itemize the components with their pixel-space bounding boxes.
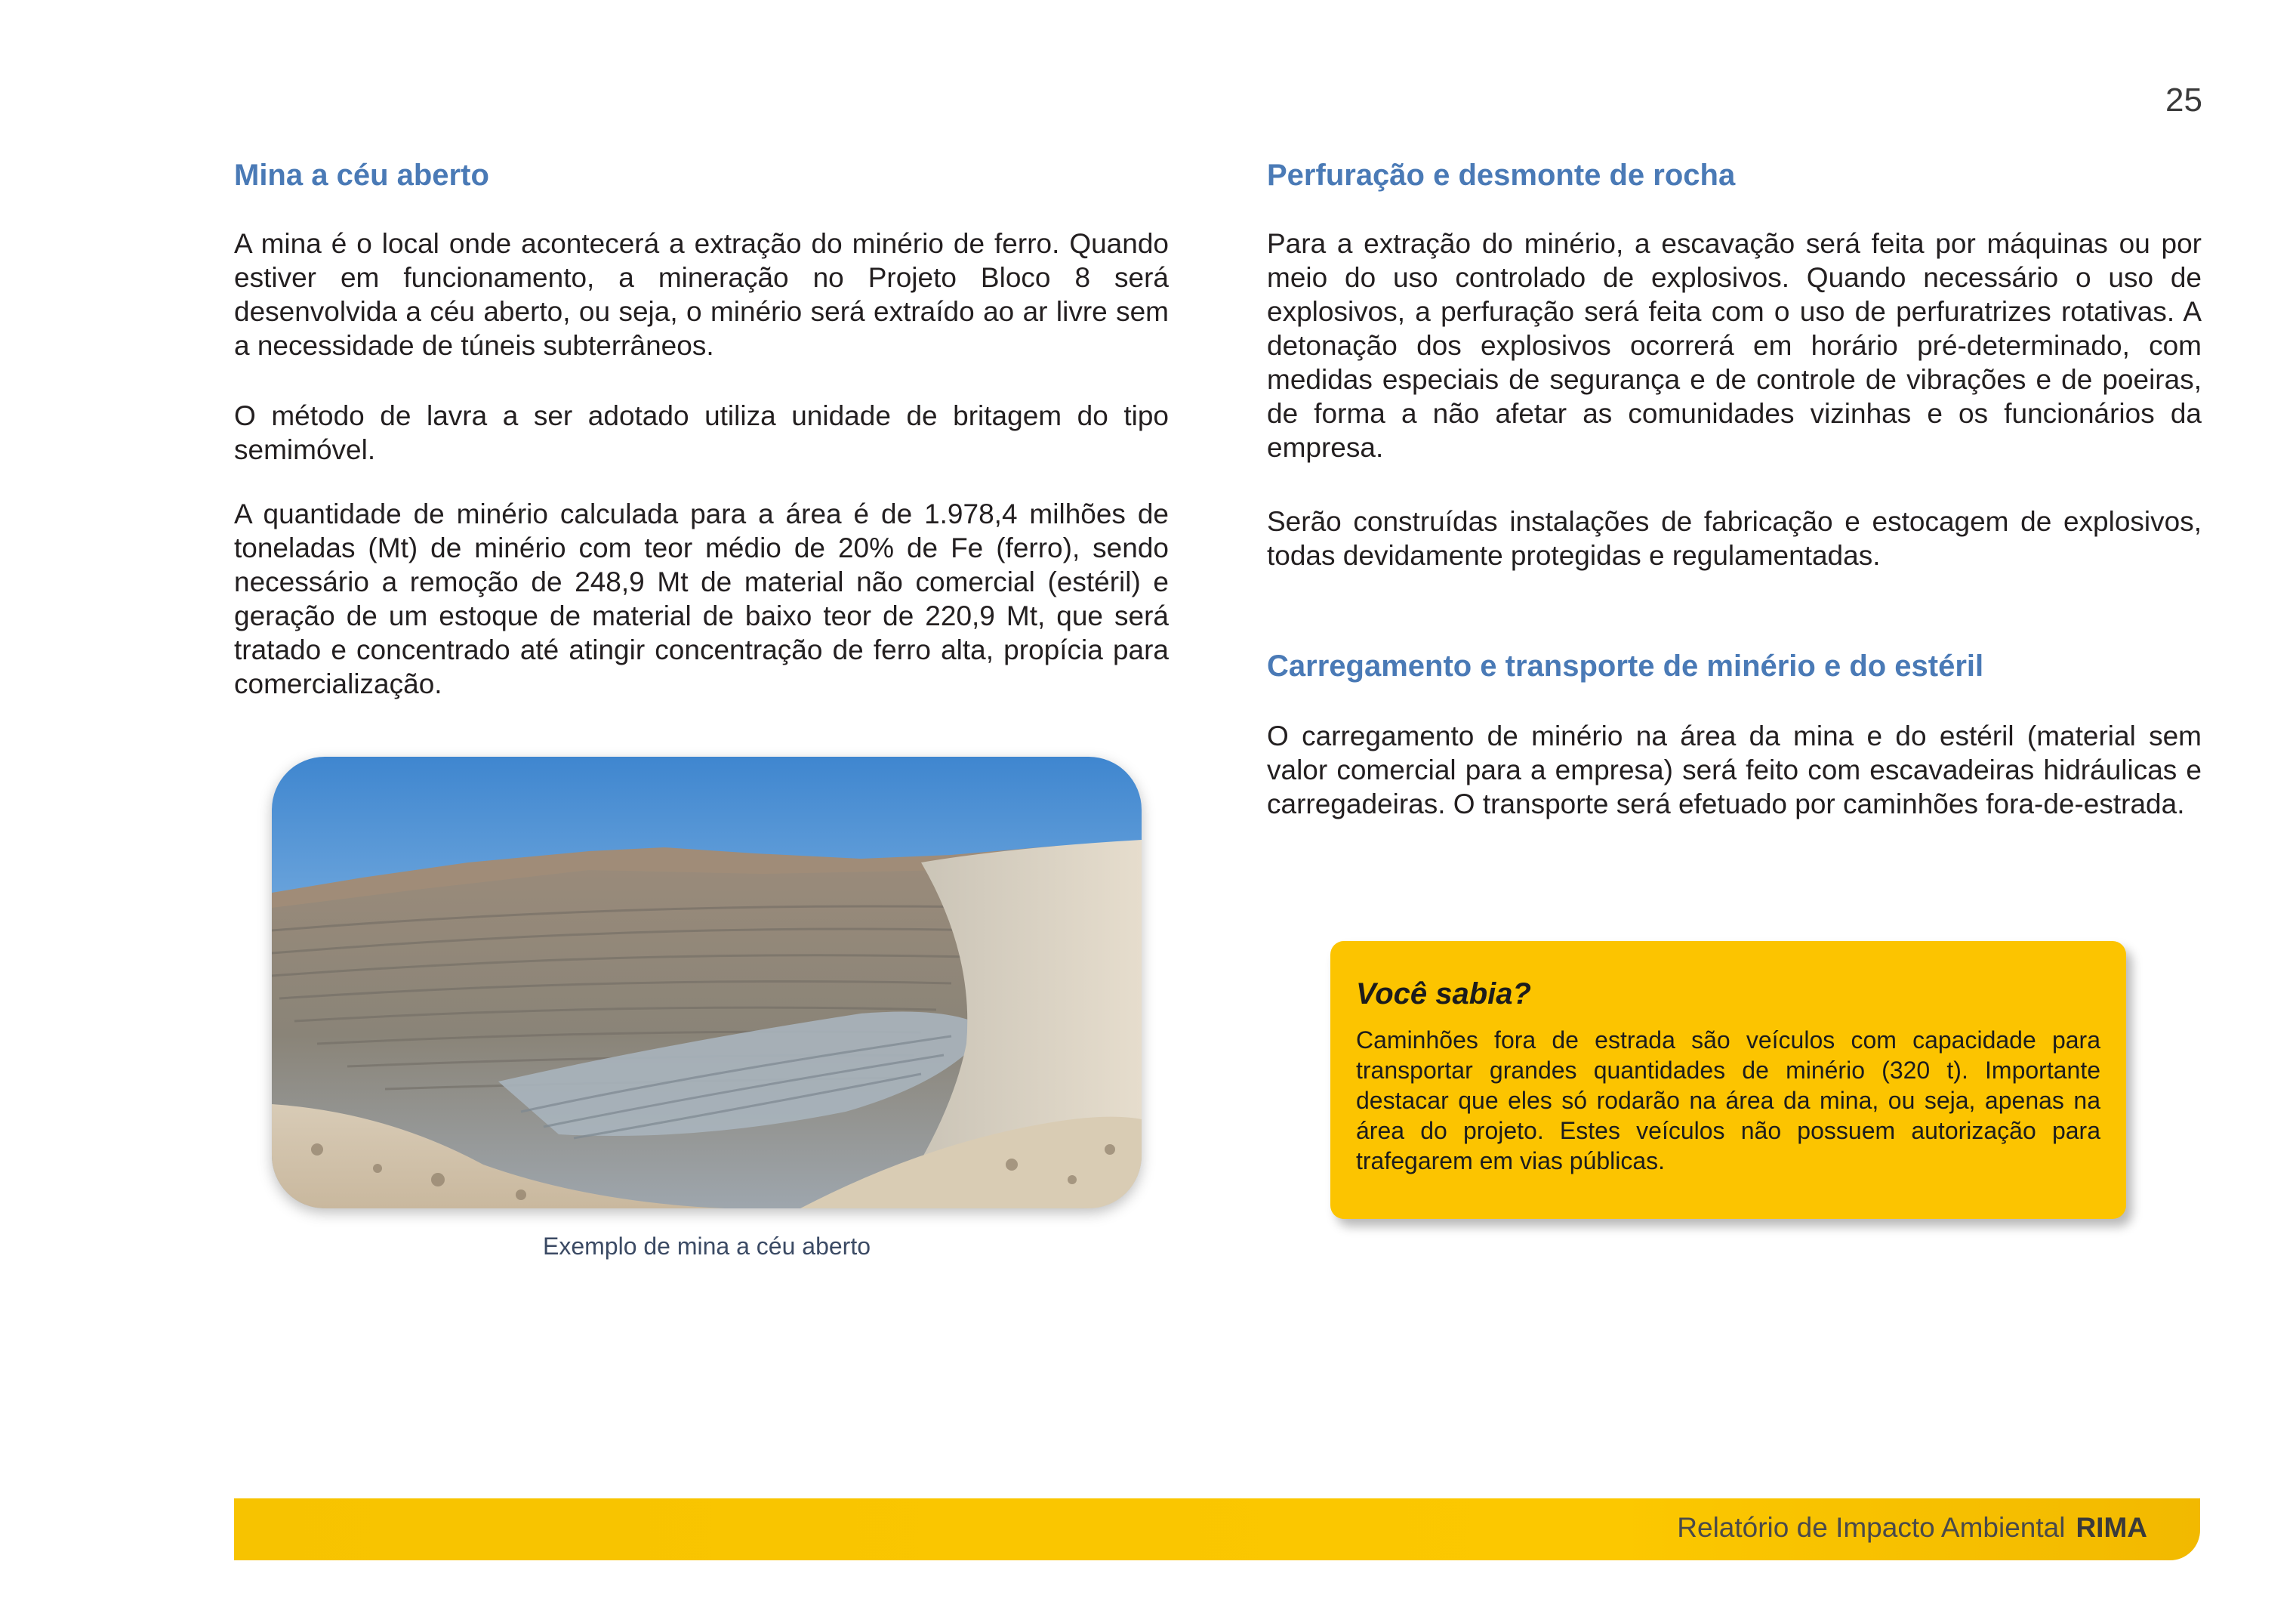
page-number: 25	[2165, 82, 2202, 119]
info-box-body: Caminhões fora de estrada são veículos com capacidade para transportar grandes quantidades de minério (320 t). Importante destacar que eles só rodarão na área da mina, ou seja, apenas na área do projeto. Estes veículos não possuem autorização para trafegarem em vias públicas.	[1356, 1026, 2100, 1174]
section-heading-loading-transport: Carregamento e transporte de minério e do estéril	[1267, 650, 1984, 683]
footer-bar	[234, 1498, 2200, 1560]
paragraph: Serão construídas instalações de fabricação e estocagem de explosivos, todas devidamente protegidas e regulamentadas.	[1267, 506, 2202, 571]
paragraph: O método de lavra a ser adotado utiliza unidade de britagem do tipo semimóvel.	[234, 400, 1169, 465]
footer-brand: RIMA	[2076, 1512, 2147, 1543]
paragraph: A quantidade de minério calculada para a área é de 1.978,4 milhões de toneladas (Mt) de minério com teor médio de 20% de Fe (ferro), sendo necessário a remoção de 248,9 Mt de material não comercial (estéril) e geração de um estoque de material de baixo teor de 220,9 Mt, que será tratado e concentrado até atingir concentração de ferro alta, propícia para comercialização.	[234, 498, 1169, 699]
paragraph: O carregamento de minério na área da mina e do estéril (material sem valor comercial para a empresa) será feito com escavadeiras hidráulicas e carregadeiras. O transporte será efetuado por caminhões fora-de-estrada.	[1267, 720, 2202, 819]
section-heading-open-pit-mine: Mina a céu aberto	[234, 159, 489, 192]
paragraph: Para a extração do minério, a escavação será feita por máquinas ou por meio do uso controlado de explosivos. Quando necessário o uso de explosivos, a perfuração será feita com o uso de perfuratrizes rotativas. A detonação dos explosivos ocorrerá em horário pré-determinado, com medidas especiais de segurança e de controle de vibrações e de poeiras, de forma a não afetar as comunidades vizinhas e os funcionários da empresa.	[1267, 228, 2202, 463]
section-heading-drilling-blasting: Perfuração e desmonte de rocha	[1267, 159, 1736, 192]
photo-caption: Exemplo de mina a céu aberto	[542, 1233, 871, 1260]
open-pit-mine-photo	[272, 757, 1142, 1208]
footer-title	[1677, 1512, 2147, 1544]
paragraph: A mina é o local onde acontecerá a extração do minério de ferro. Quando estiver em funcionamento, a mineração no Projeto Bloco 8 será desenvolvida a céu aberto, ou seja, o minério será extraído ao ar livre sem a necessidade de túneis subterrâneos.	[234, 228, 1169, 361]
info-box-title: Você sabia?	[1356, 977, 1531, 1011]
did-you-know-box	[1330, 941, 2126, 1219]
footer-report-title: Relatório de Impacto Ambiental	[1677, 1512, 2066, 1543]
